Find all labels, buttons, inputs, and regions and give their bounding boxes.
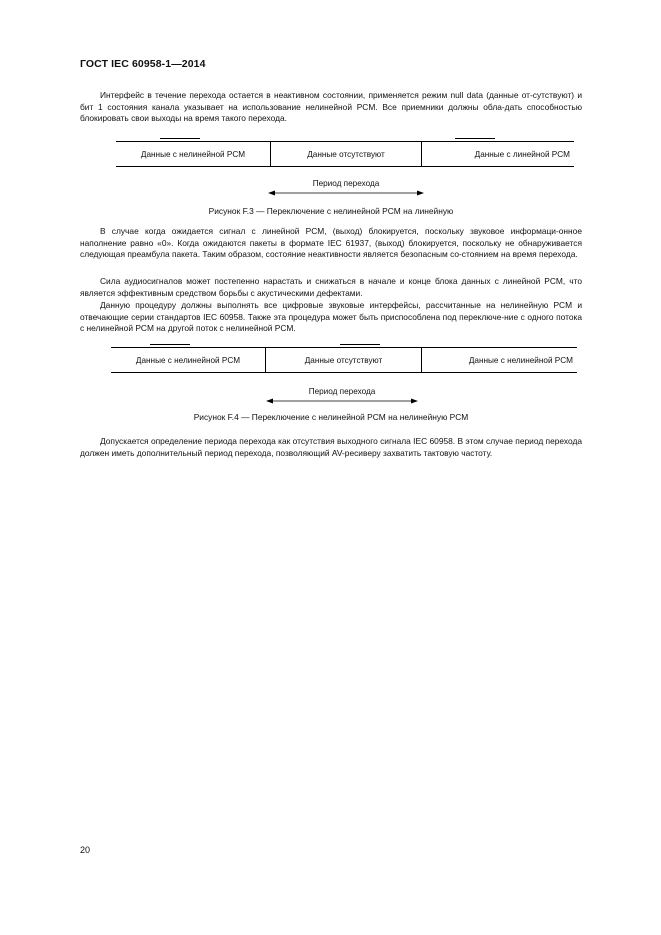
figure-f3-period-arrow [268,189,424,197]
figure-f3-period-label: Период перехода [312,179,380,188]
figure-f4-tick-left [150,344,190,345]
paragraph-procedure [80,300,582,335]
paragraph-procedure-text: Данную процедуру должны выполнять все цифровые звуковые интерфейсы, рассчитанные на нелинейную PCM и отвечающие серии стандартов IEC 60958. Также эта процедура может быть приспособлена под переключе-ние с одного потока с нелинейной PCM на другой поток с нелинейной PCM. [80,300,582,334]
figure-f4-cell-nonlinear-b: Данные с нелинейной PCM [421,348,577,372]
paragraph-audio-level-text: Сила аудиосигналов может постепенно нарастать и снижаться в начале и конце блока данных с линейной PCM, что является эффективным средством борьбы с акустическими дефектами. [80,276,582,298]
figure-f3-cell-linear: Данные с линейной PCM [421,142,574,166]
paragraph-linear-expected-text: В случае когда ожидается сигнал с линейной PCM, (выход) блокируется, поскольку звуковое информаци-онное наполнение равно «0». Когда ожидаются пакеты в формате IEC 61937, (выход) блокируется, поскольку не обнаруживается следующая преамбула пакета. Таким образом, состояние неактивности является безопасным со-стоянием на время перехода. [80,226,582,260]
figure-f3-tick-left [160,138,200,139]
paragraph-audio-level [80,276,582,299]
paragraph-intro-text: Интерфейс в течение перехода остается в неактивном состоянии, применяется режим null data (данные от-сутствуют) и бит 1 состояния канала указывает на использование нелинейной PCM. Все приемники должны обла-дать способностью блокировать свои выходы на время такого перехода. [80,90,582,124]
figure-f4-cell-nodata: Данные отсутствуют [265,348,421,372]
figure-f4-caption: Рисунок F.4 — Переключение с нелинейной PCM на нелинейную PCM [193,412,469,422]
paragraph-transition-definition [80,436,582,459]
figure-f3-caption: Рисунок F.3 — Переключение с нелинейной PCM на линейную [208,206,454,216]
paragraph-intro [80,90,582,125]
document-header: ГОСТ IEC 60958-1—2014 [80,58,206,70]
paragraph-transition-definition-text: Допускается определение периода перехода как отсутствия выходного сигнала IEC 60958. В этом случае период перехода должен иметь дополнительный период перехода, позволяющий AV-ресиверу захватить тактовую частоту. [80,436,582,458]
figure-f4-tick-right [340,344,380,345]
figure-f3-cell-nonlinear: Данные с нелинейной PCM [140,149,246,159]
figure-f3-cell-nodata: Данные отсутствуют [270,142,421,166]
figure-f4-cell-nonlinear-a: Данные с нелинейной PCM [135,355,241,365]
figure-f3-tick-right [455,138,495,139]
paragraph-linear-expected [80,226,582,261]
figure-f4-timeline [111,347,577,373]
figure-f4-period-arrow [266,397,418,405]
figure-f4-period-label: Период перехода [308,387,376,396]
figure-f3-timeline [116,141,574,167]
page-number: 20 [80,845,91,855]
